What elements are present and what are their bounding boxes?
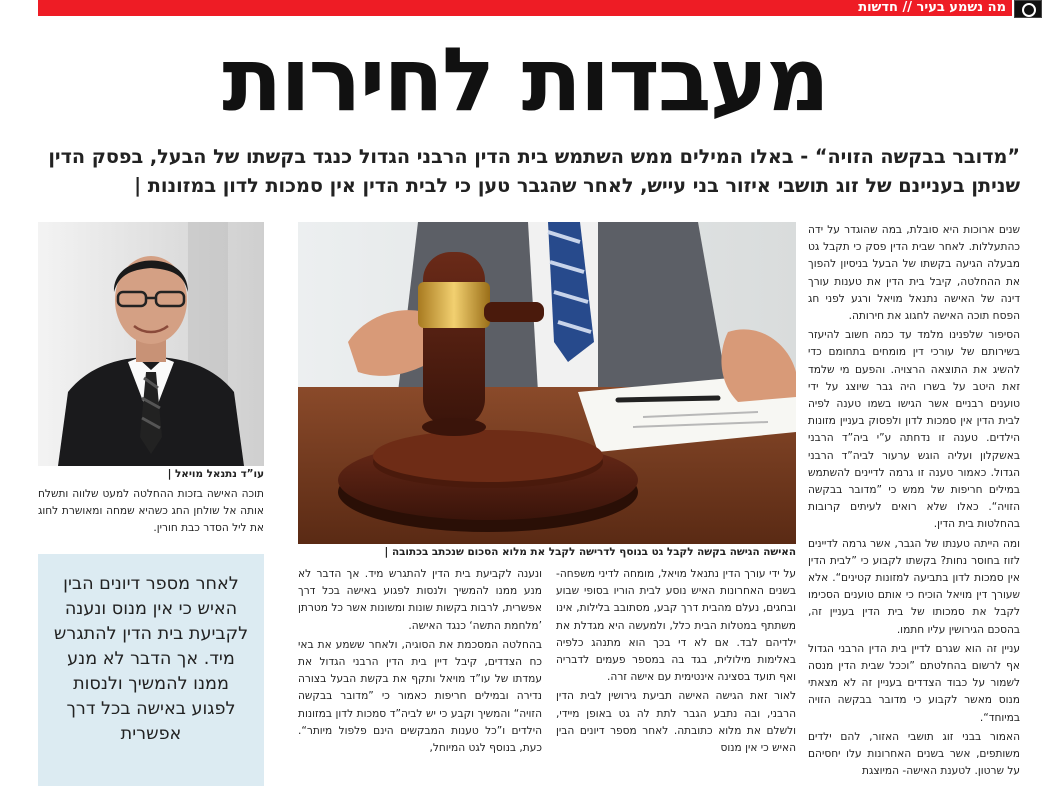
lawyer-portrait-illustration: [38, 222, 264, 466]
paragraph: שנים ארוכות היא סובלת, במה שהוגדר על ידה כהתעללות. לאחר שבית הדין פסק כי תקבל גט מבעלה הגיעה בקשתו של הבעל בניסיון להפוך את ההחלטה, קיבל בית הדין את טענות עורך דינה של האישה נתנאל מויאל ורגע לפני חג הפסח תוכה האישה לחגוג את חירותה.: [808, 224, 1020, 323]
gavel-photo: [298, 222, 796, 544]
newspaper-logo-icon: [1014, 0, 1042, 18]
portrait-caption: עו”ד נתנאל מויאל |: [167, 468, 264, 480]
paragraph: על ידי עורך הדין נתנאל מויאל, מומחה לדיני משפחה- בשנים האחרונות האיש נוסע לבית הוריו בסופי שבוע ובחגים, נעלם מהבית דרך קבע, מסתובב בלילות, אינו משתתף במטלות הבית כלל, ולמעשה היא מגדלת את ילדיהם לבד. אם לא די בכך הוא מתנהג כלפיה באלימות מילולית, בגד בה במספר פעמים לדבריה ואף תועד בסצינה אינטימית עם אישה זרה.: [556, 568, 796, 684]
article-lead: ”מדובר בבקשה הזויה“ - באלו המילים ממש השתמש בית הדין הרבני הגדול כנגד בקשתו של הבעל, בפסק הדין שניתן בעניינם של זוג תושבי איזור בני עייש, לאחר שהגבר טען כי לבית הדין אין סמכות לדון במזונות |: [48, 145, 1020, 197]
paragraph: האמור בבני זוג תושבי האזור, להם ילדים משותפים, אשר בשנים האחרונות עלו יחסיהם על שרטון. לטענת האישה- המיוצגת: [808, 730, 1020, 778]
gavel-illustration: [298, 222, 796, 544]
paragraph: ונענה לקביעת בית הדין להתגרש מיד. אך הדבר לא מנע ממנו להמשיך ולנסות לפגוע באישה בכל דרך אפשרית, לרבות בקשות שונות ומשונות אשר כל מטרתן ’מלחמת התשה‘ כנגד האישה.: [298, 568, 542, 632]
paragraph: עניין זה הוא שגרם לדיין בית הדין הרבני הגדול אף לרשום בהחלטתם ”וככל שבית הדין מנסה לשמור על כבוד הצדדים בעניין זה לא מצאתי מנוס מאשר לקבוע כי מדובר בבקשה הזויה במיוחד“.: [808, 642, 1020, 724]
photo-caption: האישה הגישה בקשה לקבל גט בנוסף לדרישה לקבל את מלוא הסכום שנכתב בכתובה |: [384, 546, 796, 558]
article-column-right: [808, 222, 1020, 796]
article-column-middle: [556, 566, 796, 796]
lawyer-portrait: [38, 222, 264, 466]
paragraph: תוכה האישה בזכות ההחלטה למעט שלווה ותשלח אותה אל שולחן החג כשהיא שמחה ומאושרת לחוג את ליל הסדר כבת חורין.: [38, 488, 264, 535]
paragraph: לאור זאת הגישה האישה תביעת גירושין לבית הדין הרבני, ובה נתבע הגבר לתת לה גט באופן מיידי, ולשלם את מלוא כתובתה. לאחר מספר דיונים הבין האיש כי אין מנוס: [556, 690, 796, 755]
article-column-left: [298, 566, 542, 796]
pull-quote-box: [38, 554, 264, 786]
portrait-text: [38, 486, 264, 542]
paragraph: ומה הייתה טענתו של הגבר, אשר גרמה לדיינים לזוז בחוסר נחות? בקשתו לקבוע כי ”לבית הדין אין סמכות לדון בתביעה למזונות קטינים“. אלא שעורך דין מויאל הוכיח כי אותם טוענים הסכימו לקבל את סמכותו של בית הדין בעניין זה, בהסכם הגירושין עליו חתמו.: [808, 537, 1020, 636]
section-category: מה נשמע בעיר // חדשות: [858, 0, 1006, 15]
paragraph: בהחלטה המסכמת את הסוגיה, ולאחר ששמע את באי כח הצדדים, קיבל דיין בית הדין הרבני הגדול את עמדתו של עו”ד מויאל ותקף את בקשת הבעל בצורה נדירה ובמילים חריפות כאמור כי ”מדובר בבקשה הזויה“ והמשיך וקבע כי יש לביה”ד סמכות לדון במזונות הילדים ו”כל טענות המבקשים הינם פלפול מיותר“. כעת, בנוסף לגט המיוחל,: [298, 638, 542, 755]
article-headline: מעבדות לחירות: [222, 28, 828, 131]
paragraph: הסיפור שלפנינו מלמד עד כמה חשוב להיעזר בשירותם של עורכי דין מומחים בתחומם כדי להשיג את התוצאה הרצויה. והפעם מי שלמד זאת היטב על בשרו היה גבר שיוצג על ידי טוענים רבניים אשר הגישו בשמו טענה לפיה לבית הדין אין סמכות לדון ולפסוק בעניין מזונות הילדים. טענה זו נדחתה ע”י ביה”ד הרבני באשקלון ועליה הוגש ערעור לביה”ד הרבני הגדול. כאמור טענה זו גרמה לדיינים להשתמש במילים חריפות של ממש כי ”מדובר בבקשה הזויה“. כאלו שלא רואים לעיתים קרובות בהחלטות בית הדין.: [808, 329, 1020, 531]
top-category-bar: [38, 0, 1012, 16]
pull-quote-text: לאחר מספר דיונים הבין האיש כי אין מנוס ונענה לקביעת בית הדין להתגרש מיד. אך הדבר לא מנע ממנו להמשיך ולנסות לפגוע באישה בכל דרך אפשרית: [53, 574, 249, 744]
